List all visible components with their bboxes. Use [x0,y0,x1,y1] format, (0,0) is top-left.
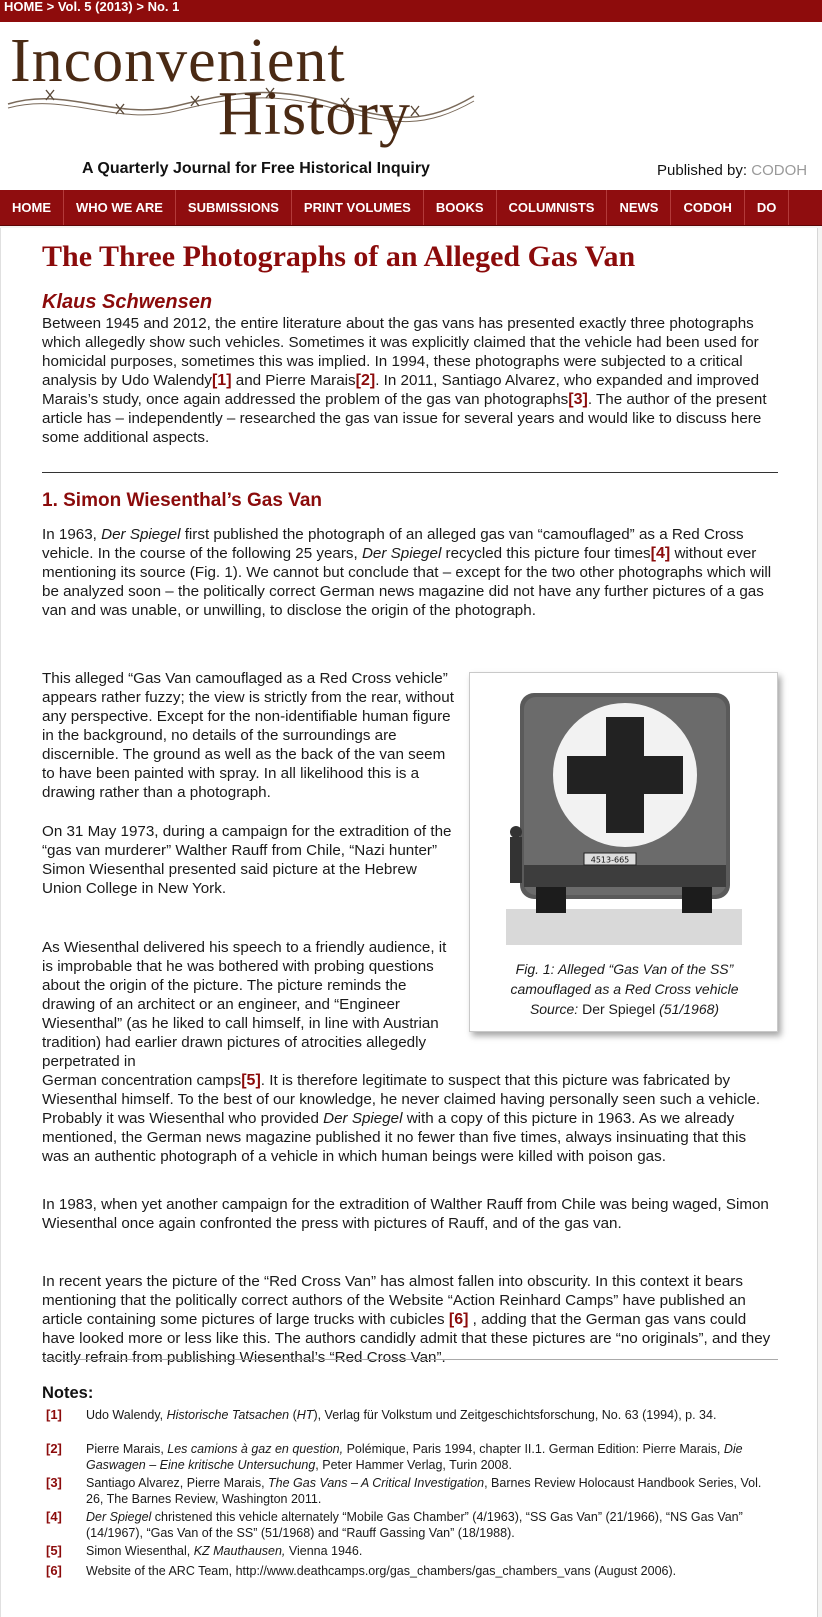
logo-wordmark-line1: Inconvenient [10,27,346,95]
publisher-info [657,162,807,179]
text: recycled this picture four times [441,545,651,562]
nav-books[interactable]: BOOKS [424,190,497,226]
text: Website of the ARC Team, http://www.deathcamps.org/gas_chambers/gas_chambers_vans (August 2006). [86,1564,677,1578]
text: with a copy of this picture in 1963. As we already mentioned, the German news magazine published it no fewer than five times, always insinuating that this was an authentic photograph of a vehicle in which human beings were killed with poison gas. [42,1110,747,1165]
italic-text: Der Spiegel [101,526,181,543]
intro-paragraph [42,314,776,447]
publisher-label: Published by: [657,162,752,179]
footnote-link-1[interactable]: [1] [211,372,232,389]
caption-line-1: Fig. 1: Alleged “Gas Van of the SS” [515,961,734,977]
paragraph-4-continued [42,1071,776,1166]
paragraph-5: In 1983, when yet another campaign for the extradition of Walther Rauff from Chile was being waged, Simon Wiesenthal once again confronted the press with pictures of Rauff, and of the gas van. [42,1196,769,1232]
publisher-link[interactable]: CODOH [751,162,808,179]
text: first published the photograph of an alleged gas van “camouflaged” as a Red Cross vehicle. In the course of the following 25 years, [42,526,744,562]
breadcrumb-volume-link[interactable]: Vol. 5 (2013) [57,0,133,14]
site-tagline: A Quarterly Journal for Free Historical Inquiry [82,160,430,177]
text: and Pierre Marais [231,372,356,389]
italic-text: HT [296,1408,314,1422]
italic-text: Die Gaswagen – Eine kritische Untersuchung [86,1442,743,1472]
text: without ever mentioning its source (Fig. 1). We cannot but conclude that – except for the two other photographs which will be analyzed soon – the politically correct German news magazine did not have any further pictures of a gas van and was unable, or unwilling, to disclose the origin of the photograph. [42,545,772,619]
text: Polémique, Paris 1994, chapter II.1. German Edition: Pierre Marais, [343,1442,724,1456]
italic-text: KZ Mauthausen, [193,1544,286,1558]
article-title: The Three Photographs of an Alleged Gas Van [42,240,636,273]
note-text [86,1563,776,1579]
italic-text: Historische Tatsachen [166,1408,290,1422]
nav-home[interactable]: HOME [0,190,64,226]
section-heading: 1. Simon Wiesenthal’s Gas Van [42,490,322,511]
nav-print-volumes[interactable]: PRINT VOLUMES [292,190,424,226]
text: Udo Walendy, [86,1408,167,1422]
italic-text: Les camions à gaz en question, [167,1442,344,1456]
note-text [86,1407,776,1423]
text: , Barnes Review Holocaust Handbook Series, Vol. 26, The Barnes Review, Washington 2011. [86,1476,762,1506]
text: . The author of the present article has – independently – researched the gas van issue for several years and would like to discuss here some additional aspects. [42,391,767,446]
note-anchor-1[interactable]: [1] [46,1407,62,1422]
breadcrumb [0,0,822,22]
footnote-link-4[interactable]: [4] [650,545,671,562]
note-anchor-5[interactable]: [5] [46,1543,62,1558]
breadcrumb-home-link[interactable]: HOME [4,0,43,14]
footnote-link-5[interactable]: [5] [241,1072,261,1089]
note-text [86,1543,776,1559]
text: . It is therefore legitimate to suspect that this picture was fabricated by Wiesenthal himself. To the best of our knowledge, he never claimed having personally seen such a vehicle. Probably it was Wiesenthal who provided [42,1072,761,1127]
red-cross-van-photo [506,687,742,945]
figure-1 [469,672,778,1032]
italic-text: Der Spiegel [323,1110,403,1127]
breadcrumb-issue-link[interactable]: No. 1 [147,0,180,14]
note-anchor-2[interactable]: [2] [46,1441,62,1456]
text: Pierre Marais, [86,1442,168,1456]
caption-source-issue: (51/1968) [659,1001,720,1017]
paragraph-1 [42,525,776,620]
text: Between 1945 and 2012, the entire literature about the gas vans has presented exactly three photographs which allegedly show such vehicles. Sometimes it was explicitly claimed that the vehicle had been used for homicidal purposes, sometimes this was implied. In 1994, these photographs were subjected to a critical analysis by Udo Walendy [42,315,759,389]
section-divider [42,472,778,473]
main-nav [0,190,822,226]
nav-donate[interactable]: DO [745,190,790,226]
text: ), Verlag für Volkstum und Zeitgeschichtsforschung, No. 63 (1994), p. 34. [313,1408,717,1422]
note-anchor-4[interactable]: [4] [46,1509,62,1524]
nav-who-we-are[interactable]: WHO WE ARE [64,190,176,226]
note-text [86,1441,776,1473]
notes-heading: Notes: [42,1384,94,1402]
italic-text: The Gas Vans – A Critical Investigation [268,1476,485,1490]
note-text [86,1475,776,1507]
note-anchor-3[interactable]: [3] [46,1475,62,1490]
italic-text: Der Spiegel [86,1510,152,1524]
text: German concentration camps [42,1072,242,1089]
article-container [0,228,818,1617]
breadcrumb-separator: > [43,0,58,14]
text: In recent years the picture of the “Red Cross Van” has almost fallen into obscurity. In this context it bears mentioning that the politically correct authors of the Website “Action Reinhard Camps” have published an article containing some pictures of large trucks with cubicles [42,1273,746,1328]
breadcrumb-separator: > [132,0,148,14]
caption-source-label: Source: [529,1001,579,1017]
text: . In 2011, Santiago Alvarez, who expanded and improved Marais’s study, once again addressed the problem of the gas van photographs [42,372,760,408]
text: ( [289,1408,297,1422]
paragraph-3: On 31 May 1973, during a campaign for the extradition of the “gas van murderer” Walther Rauff from Chile, “Nazi hunter” Simon Wiesenthal presented said picture at the Hebrew Union College in New York. [42,823,452,897]
text: christened this vehicle alternately “Mobile Gas Chamber” (4/1963), “SS Gas Van” (21/1966), “NS Gas Van” (14/1967), “Gas Van of the SS” (51/1968) and “Rauff Gassing Van” (18/1988). [86,1510,743,1540]
paragraph-6 [42,1272,776,1367]
logo-wordmark-line2: History [218,80,411,148]
footnote-link-3[interactable]: [3] [568,391,588,408]
notes-divider [42,1359,778,1360]
caption-line-2: camouflaged as a Red Cross vehicle [510,981,739,997]
text: In 1963, [42,526,102,543]
figure-caption [478,959,771,1019]
text: Santiago Alvarez, Pierre Marais, [86,1476,269,1490]
nav-submissions[interactable]: SUBMISSIONS [176,190,292,226]
footnote-link-6[interactable]: [6] [448,1311,469,1328]
footnote-link-2[interactable]: [2] [355,372,376,389]
italic-text: Der Spiegel [361,545,442,562]
license-plate: 4513-665 [590,855,630,865]
site-logo[interactable] [6,26,476,176]
paragraph-2: This alleged “Gas Van camouflaged as a Red Cross vehicle” appears rather fuzzy; the view is strictly from the rear, without any perspective. Except for the non-identifiable human figure in the background, no details of the surroundings are discernible. The ground as well as the back of the van seem to have been painted with spray. In all likelihood this is a drawing rather than a photograph. [42,670,454,801]
text: , adding that the German gas vans could have looked more or less like this. The authors candidly admit that these pictures are “no originals”, and they tacitly refrain from publishing Wiesenthal’s “Red Cross Van”. [42,1311,771,1366]
paragraph-4: As Wiesenthal delivered his speech to a friendly audience, it is improbable that he was bothered with probing questions about the origin of the picture. The picture reminds the drawing of an architect or an engineer, and “Engineer Wiesenthal” (as he liked to call himself, in line with Austrian tradition) had earlier drawn pictures of atrocities allegedly perpetrated in [42,939,447,1070]
site-header [0,22,822,190]
article-author[interactable]: Klaus Schwensen [42,291,213,313]
caption-source-name: Der Spiegel [578,1001,660,1017]
text: , Peter Hammer Verlag, Turin 2008. [315,1458,512,1472]
nav-columnists[interactable]: COLUMNISTS [497,190,608,226]
nav-codoh[interactable]: CODOH [671,190,744,226]
note-anchor-6[interactable]: [6] [46,1563,62,1578]
text: Simon Wiesenthal, [86,1544,194,1558]
note-text [86,1509,776,1541]
text: Vienna 1946. [285,1544,363,1558]
nav-news[interactable]: NEWS [607,190,671,226]
